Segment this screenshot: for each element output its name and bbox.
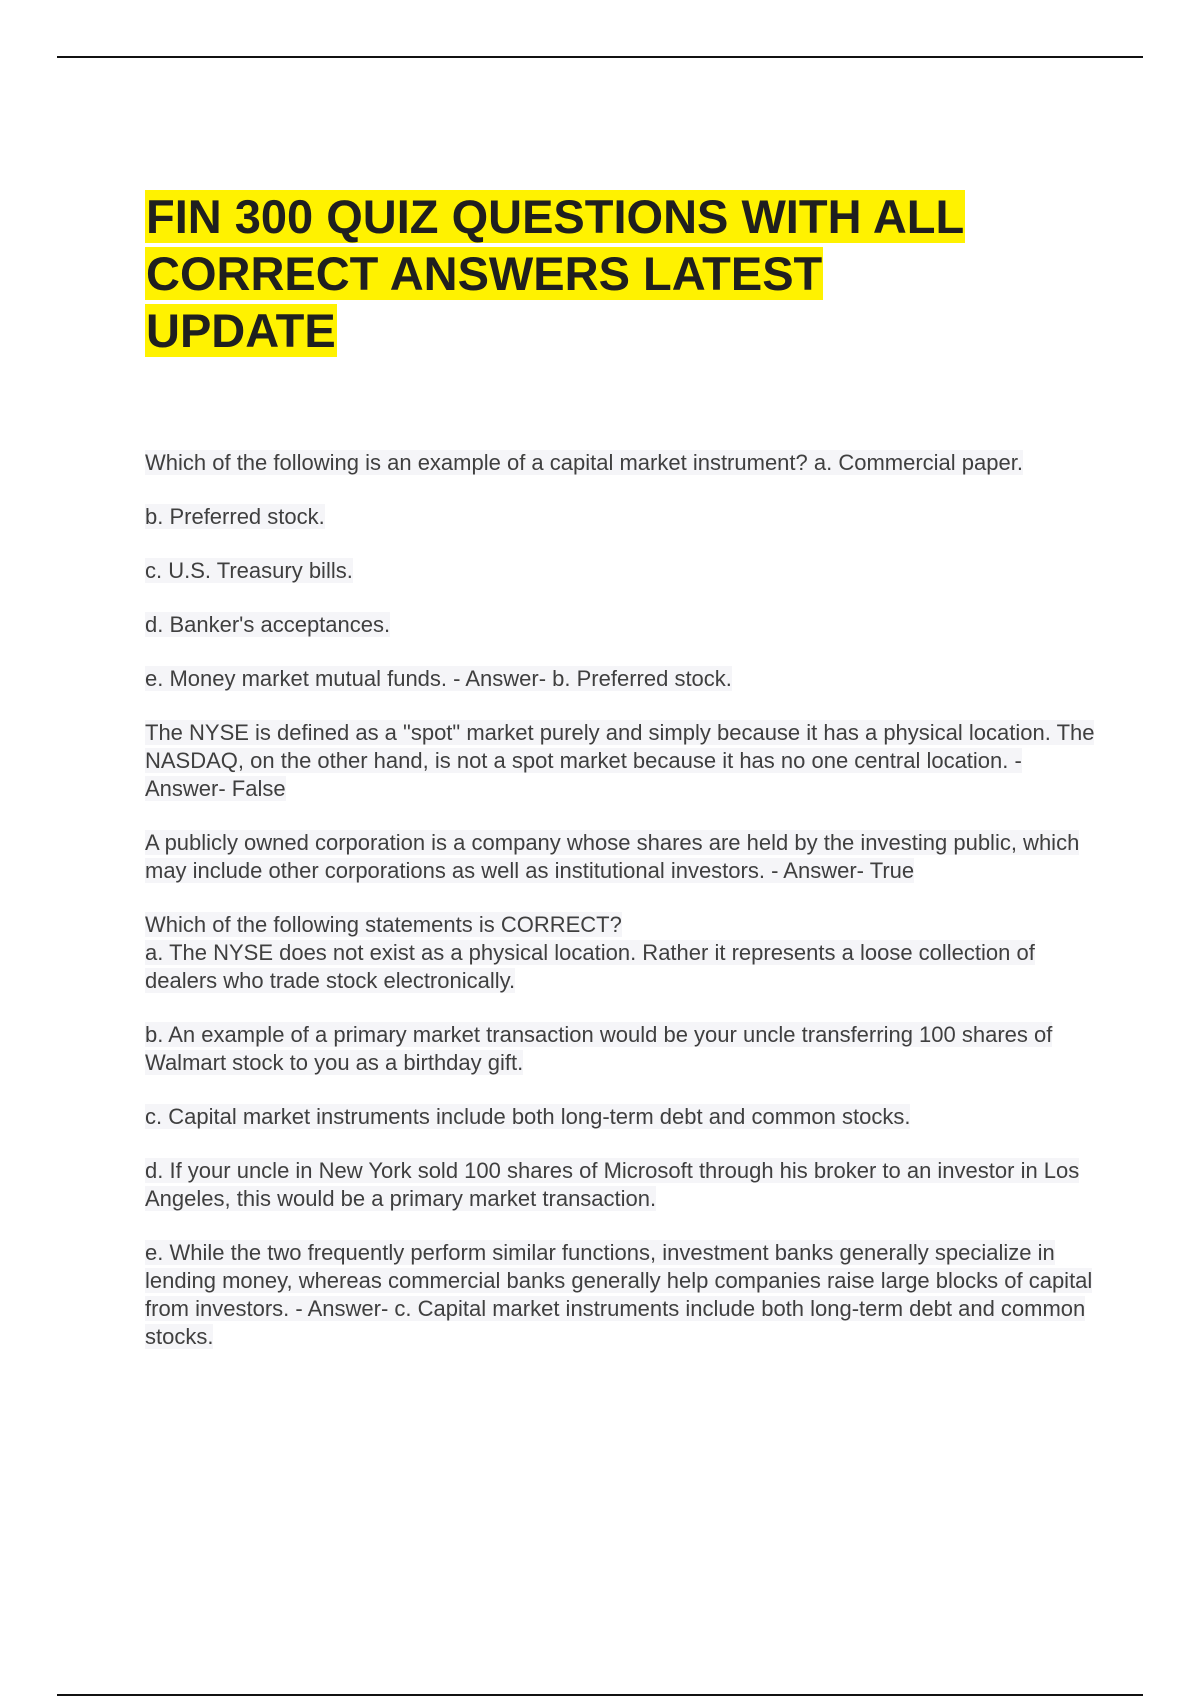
question-2-answer bbox=[145, 719, 1105, 803]
question-4-stem-and-option-a bbox=[145, 911, 1105, 995]
document-body bbox=[145, 188, 1105, 1377]
top-rule bbox=[57, 56, 1143, 58]
paragraph-text: d. Banker's acceptances. bbox=[145, 612, 391, 637]
question-4-option-a: a. The NYSE does not exist as a physical location. Rather it represents a loose collection of dealers who trade stock electronically. bbox=[145, 940, 1035, 993]
question-4-stem: Which of the following statements is CORRECT? bbox=[145, 912, 622, 937]
question-1-option-d bbox=[145, 611, 1105, 639]
question-1-option-b bbox=[145, 503, 1105, 531]
question-4-option-b bbox=[145, 1021, 1105, 1077]
paragraph-text: A publicly owned corporation is a company whose shares are held by the investing public, which may include other corporations as well as institutional investors. - Answer- True bbox=[145, 830, 1080, 883]
question-4-option-e-answer bbox=[145, 1239, 1105, 1351]
paragraph-text: Which of the following is an example of a capital market instrument? a. Commercial paper. bbox=[145, 450, 1023, 475]
question-1-option-e-answer bbox=[145, 665, 1105, 693]
document-title-text: FIN 300 QUIZ QUESTIONS WITH ALL CORRECT ANSWERS LATEST UPDATE bbox=[146, 190, 965, 357]
paragraph-text: The NYSE is defined as a "spot" market purely and simply because it has a physical location. The NASDAQ, on the other hand, is not a spot market because it has no one central location. - Answer- False bbox=[145, 720, 1095, 801]
question-3-answer bbox=[145, 829, 1105, 885]
paragraph-text: b. An example of a primary market transaction would be your uncle transferring 100 shares of Walmart stock to you as a birthday gift. bbox=[145, 1022, 1053, 1075]
paragraph-text: e. Money market mutual funds. - Answer- b. Preferred stock. bbox=[145, 666, 732, 691]
paragraph-text: e. While the two frequently perform similar functions, investment banks generally specialize in lending money, whereas commercial banks generally help companies raise large blocks of capital from investors. - Answer- c. Capital market instruments include both long-term debt and common stocks. bbox=[145, 1240, 1093, 1349]
question-4-option-c bbox=[145, 1103, 1105, 1131]
paragraph-text: c. U.S. Treasury bills. bbox=[145, 558, 353, 583]
document-title bbox=[145, 188, 1005, 359]
question-1-option-c bbox=[145, 557, 1105, 585]
question-4-option-d bbox=[145, 1157, 1105, 1213]
bottom-rule bbox=[57, 1694, 1143, 1696]
paragraph-text: b. Preferred stock. bbox=[145, 504, 325, 529]
paragraph-text: c. Capital market instruments include both long-term debt and common stocks. bbox=[145, 1104, 911, 1129]
paragraph-text: d. If your uncle in New York sold 100 shares of Microsoft through his broker to an investor in Los Angeles, this would be a primary market transaction. bbox=[145, 1158, 1080, 1211]
question-1-stem bbox=[145, 449, 1105, 477]
